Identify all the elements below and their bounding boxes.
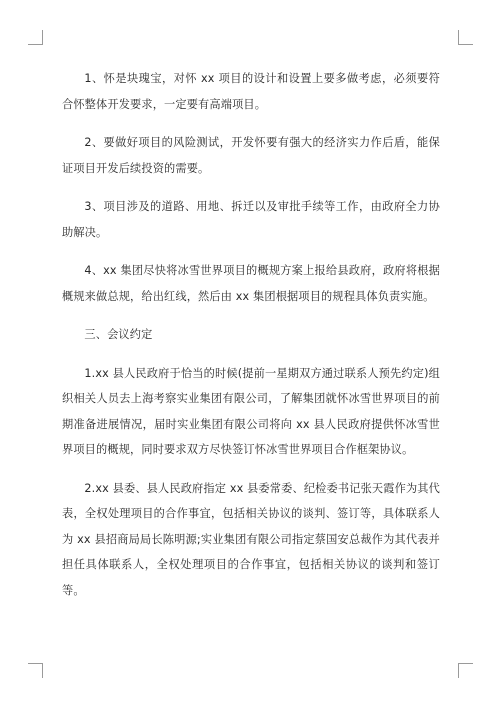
- section-heading-meeting-agreement: 三、会议约定: [84, 328, 153, 341]
- paragraph-point-4: 4、xx 集团尽快将冰雪世界项目的概规方案上报给县政府，政府将根据概规来做总规，给出红线，然后由 xx 集团根据项目的规程具体负责实施。: [62, 264, 440, 303]
- crop-mark-bottom-left: [28, 663, 43, 678]
- document-body: [62, 66, 440, 616]
- paragraph-agreement-1: 1.xx 县人民政府于恰当的时候(提前一星期双方通过联系人预先约定)组织相关人员去上海考察实业集团有限公司，了解集团就怀冰雪世界项目的前期准备进展情况，届时实业集团有限公司将向 xx 县人民政府提供怀冰雪世界项目的概规，同时要求双方尽快签订怀冰雪世界项目合作框架协议。: [62, 366, 440, 456]
- paragraph-point-2: 2、要做好项目的风险测试，开发怀要有强大的经济实力作后盾，能保证项目开发后续投资的需要。: [62, 136, 440, 175]
- crop-mark-top-left: [28, 30, 43, 45]
- crop-mark-bottom-right: [458, 663, 473, 678]
- paragraph-point-3: 3、项目涉及的道路、用地、拆迁以及审批手续等工作，由政府全力协助解决。: [62, 200, 440, 239]
- paragraph-agreement-2: 2.xx 县委、县人民政府指定 xx 县委常委、纪检委书记张天霞作为其代表，全权处理项目的合作事宜，包括相关协议的谈判、签订等，具体联系人为 xx 县招商局局长陈明源;实业集团有限公司指定蔡国安总裁作为其代表并担任具体联系人，全权处理项目的合作事宜，包括相关协议的谈判和签订等。: [62, 481, 440, 597]
- crop-mark-top-right: [458, 30, 473, 45]
- paragraph-point-1: 1、怀是块瑰宝，对怀 xx 项目的设计和设置上要多做考虑，必须要符合怀整体开发要求，一定要有高端项目。: [62, 72, 440, 111]
